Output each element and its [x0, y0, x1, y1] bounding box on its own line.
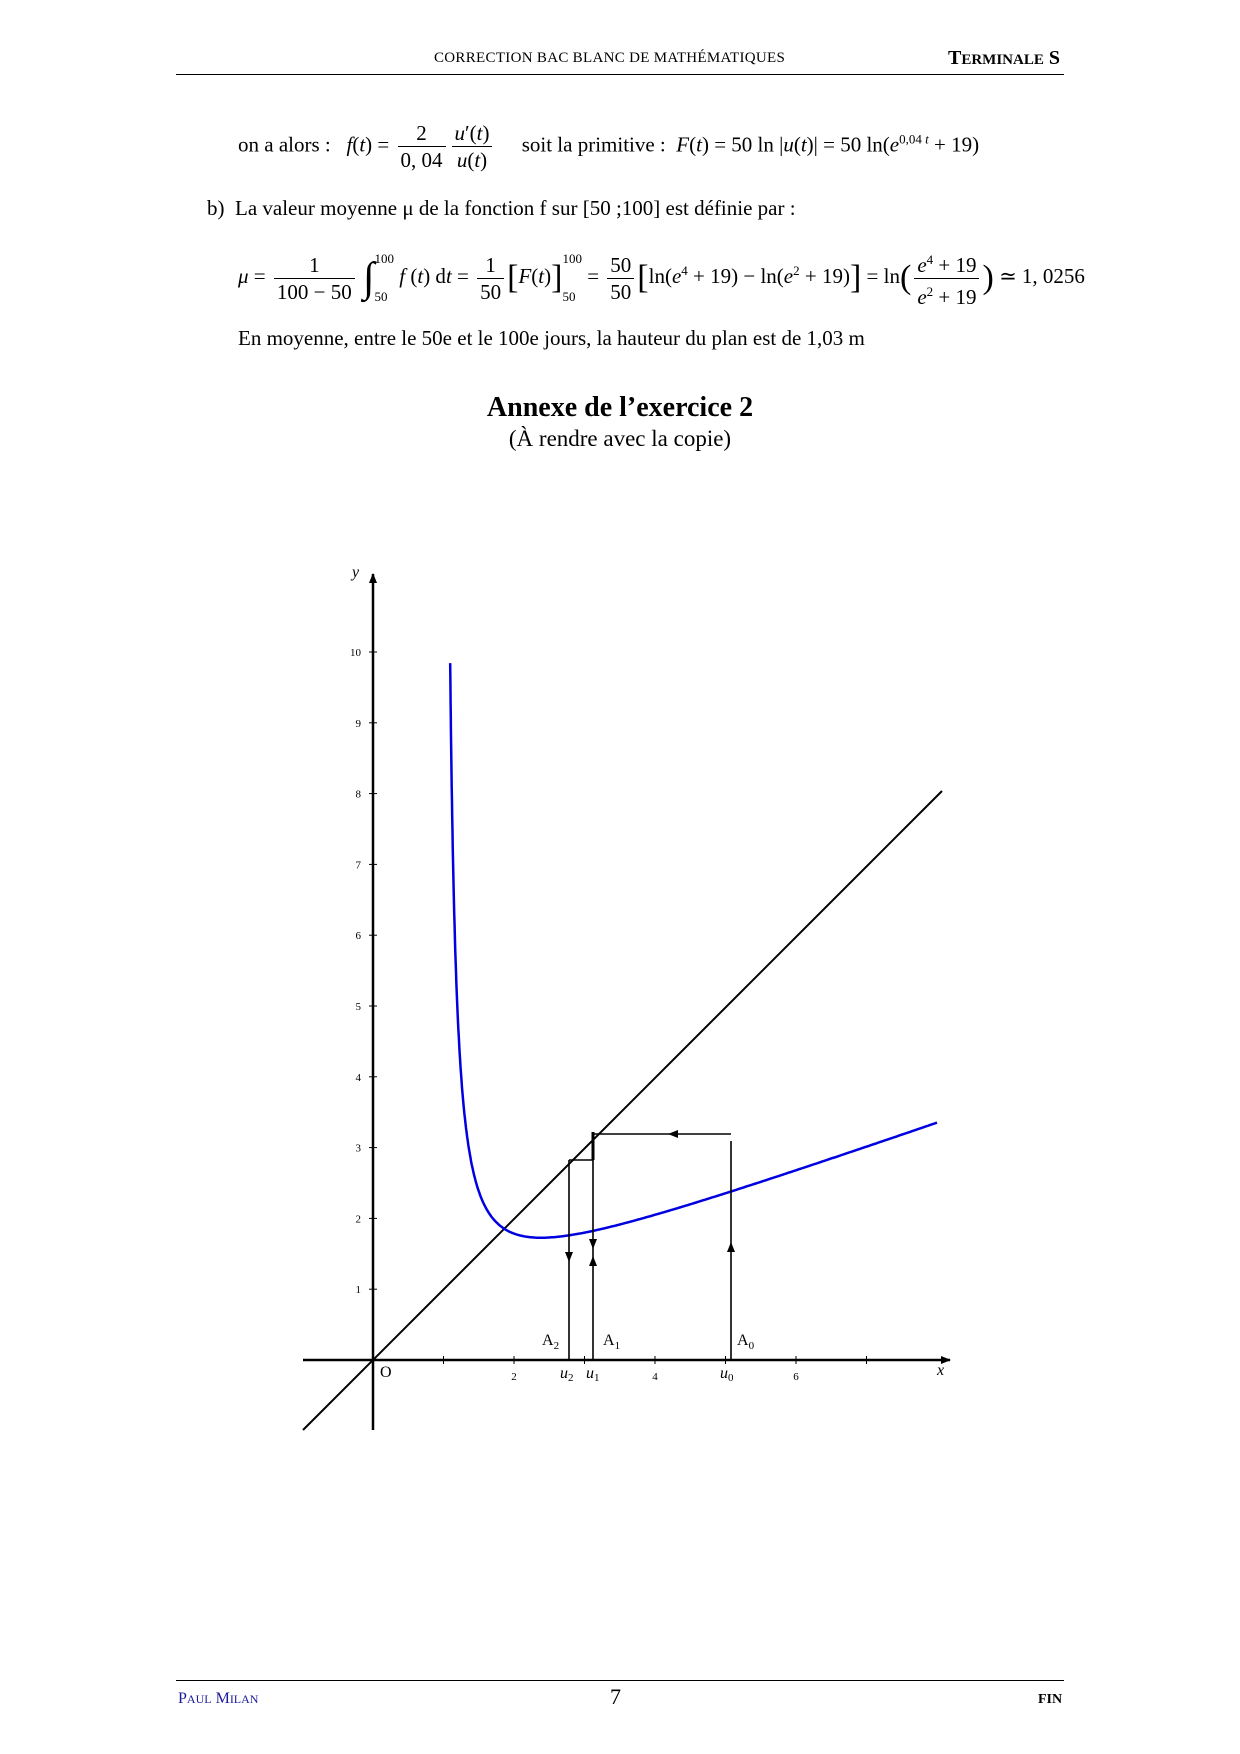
x-tick-label: 2 [511, 1371, 517, 1383]
point-label-a0: $A_0$ [737, 1332, 755, 1352]
point-label-a1: $A_1$ [603, 1332, 621, 1352]
origin-label: O [380, 1364, 392, 1381]
y-tick-label: 7 [355, 859, 361, 872]
y-tick-label: 2 [355, 1213, 361, 1226]
author-last-initial: M [211, 1690, 230, 1707]
annexe-subtitle: (À rendre avec la copie) [508, 426, 732, 451]
y-tick-label: 4 [355, 1071, 361, 1084]
footer-rule [176, 1680, 1064, 1681]
header-class-rest: ERMINALE [961, 52, 1044, 68]
annexe-title: Annexe de l’exercice 2 [486, 392, 754, 423]
primitive-line: on a alors : f(t) = $\frac{2}{0, 04}$ $\frac{u'(t)}{u(t)}$ soit la primitive : F(t) = 50 ln |u(t)| = 50 $\ln(e^{0,04 t} + 19)$ [238, 121, 980, 172]
x-axis-label: x [937, 1362, 945, 1379]
approx-value: ≃ 1, 0256 [999, 263, 1085, 288]
point-label-a2: $A_2$ [542, 1332, 560, 1352]
arrow-up-u0 [727, 1242, 735, 1252]
line-y-equals-x [303, 788, 945, 1430]
header-title: CORRECTION BAC BLANC DE MATHÉMATIQUES [434, 50, 786, 66]
seq-label-u0: u0 [720, 1365, 734, 1384]
part-b-label: b) [207, 196, 225, 220]
author-first-initial: P [178, 1690, 187, 1707]
y-tick-label: 9 [355, 717, 361, 730]
author-first-rest: AUL [186, 1692, 212, 1706]
y-axis-label: y [352, 564, 360, 581]
y-tick-label: 5 [355, 1001, 361, 1013]
arrow-left-horizontal [668, 1130, 678, 1138]
author-last-rest: ILAN [229, 1692, 259, 1706]
y-tick-label: 10 [350, 647, 361, 659]
header-class-suffix: S [1043, 47, 1060, 69]
page-number: 7 [610, 1684, 621, 1709]
seq-label-u2: u2 [560, 1365, 574, 1384]
arrow-up-u1 [589, 1256, 597, 1266]
arrow-down-u1 [589, 1239, 597, 1249]
y-tick-label: 1 [355, 1284, 361, 1297]
footer-author [178, 1690, 258, 1708]
line1-mid: soit la primitive : [521, 132, 666, 157]
part-b-text: La valeur moyenne μ de la fonction f sur [50 ;100] est définie par : [235, 196, 796, 220]
function-curve [450, 663, 937, 1238]
end-mark: FIN [1038, 1692, 1063, 1707]
y-tick-label: 6 [355, 930, 361, 943]
y-tick-label: 3 [355, 1142, 361, 1155]
x-tick-label: 6 [793, 1371, 799, 1383]
line1-prefix: on a alors : [238, 132, 331, 157]
y-tick-label: 8 [355, 788, 361, 801]
x-tick-label: 4 [652, 1371, 658, 1383]
seq-label-u1: u1 [586, 1365, 600, 1384]
arrow-down-u2 [565, 1252, 573, 1262]
conclusion-text: En moyenne, entre le 50e et le 100e jours, la hauteur du plan est de 1,03 m [238, 326, 865, 350]
header-class-first: T [948, 47, 962, 69]
mean-value-formula: μ = $\frac{1}{100 - 50}$ ∫ 100 50 f (t) dt = $\frac{1}{50}$ [F(t)] 100 50 = $\frac{50}{50}$ $[\ln(e^4 + 19) - \ln(e^2 + 19)] = \ln$( $\frac{e^4 + 19}{e^2 + 19}$ ) ≃ 1, 0256 [238, 240, 1085, 316]
